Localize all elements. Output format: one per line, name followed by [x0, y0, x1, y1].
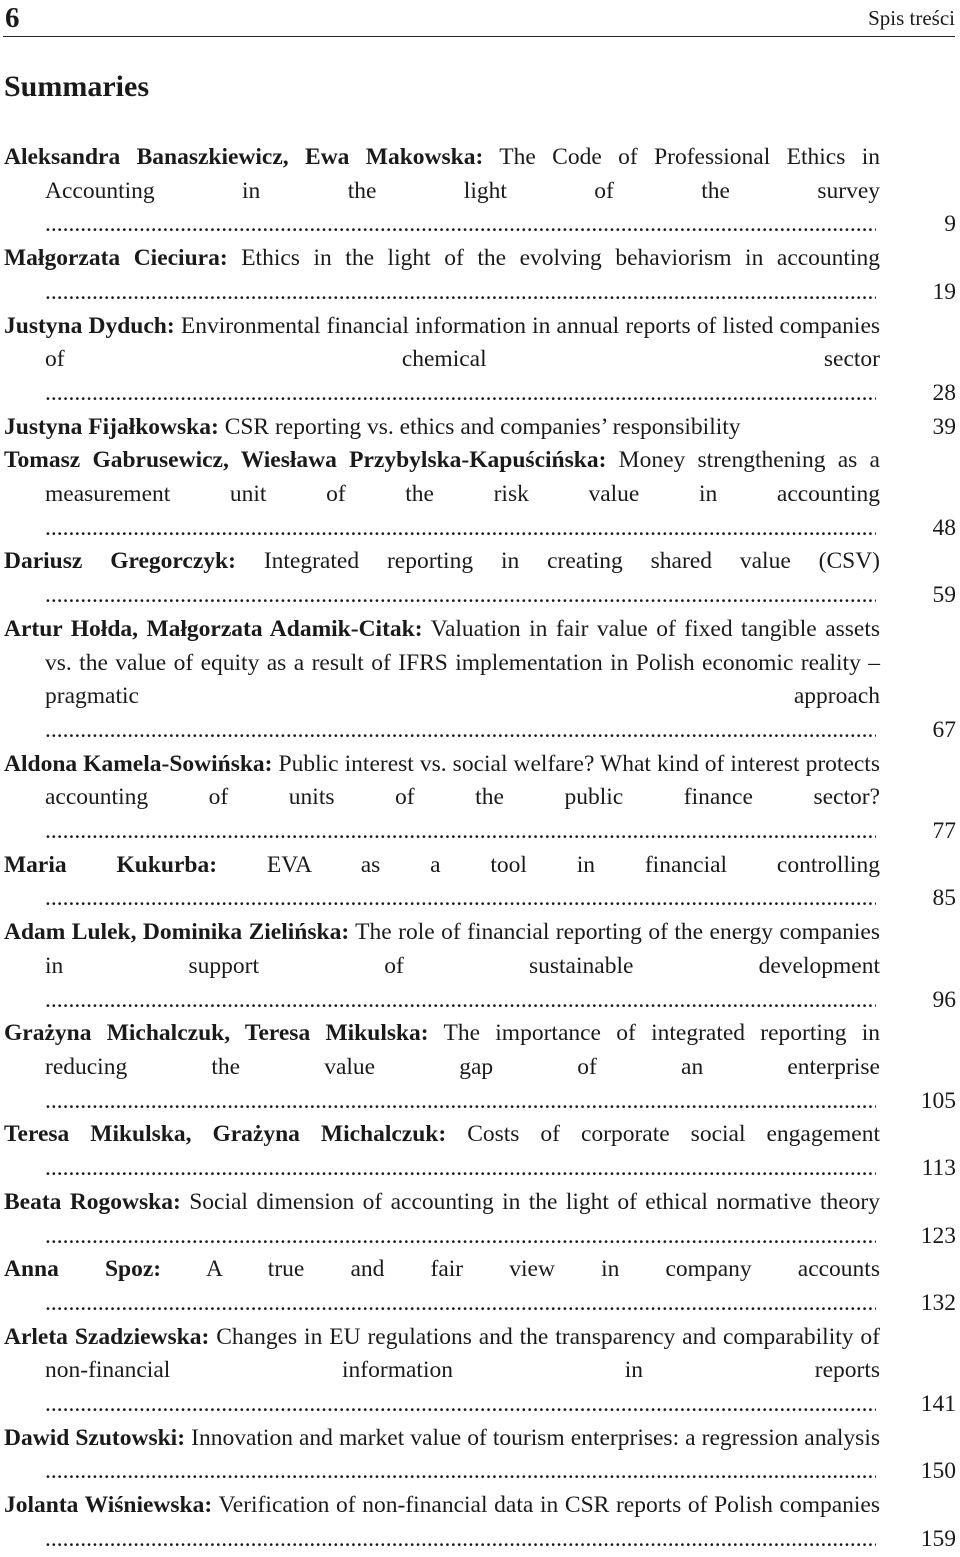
- running-head: Spis treści: [868, 6, 955, 30]
- toc-entry[interactable]: [4, 545, 956, 612]
- toc-entry-authors: Artur Hołda, Małgorzata Adamik-Citak:: [4, 615, 423, 642]
- toc-entry[interactable]: [4, 849, 956, 916]
- toc-entry-authors: Maria Kukurba:: [4, 851, 218, 878]
- dot-leader: [45, 885, 956, 911]
- dot-leader: [45, 582, 956, 608]
- dot-leader: [45, 211, 956, 237]
- dot-leader: [45, 1526, 956, 1552]
- toc-entry-page: 48: [876, 512, 956, 546]
- toc-entry-title: The Code of Professional Ethics in Accounting in the light of the survey: [45, 144, 881, 204]
- table-of-contents: [4, 141, 956, 1557]
- toc-entry-title: The importance of integrated reporting in reducing the value gap of an enterprise: [45, 1020, 880, 1080]
- toc-entry-authors: Dariusz Gregorczyk:: [4, 548, 236, 575]
- toc-entry-authors: Tomasz Gabrusewicz, Wiesława Przybylska-Kapuścińska:: [4, 447, 607, 474]
- toc-entry-title: Verification of non-financial data in CSR reports of Polish companies: [218, 1492, 881, 1519]
- toc-entry-title: Social dimension of accounting in the light of ethical normative theory: [189, 1188, 880, 1215]
- toc-entry-page: 59: [876, 579, 956, 613]
- toc-entry-title: Ethics in the light of the evolving behaviorism in accounting: [241, 245, 880, 272]
- toc-entry[interactable]: [4, 916, 956, 1017]
- toc-entry-authors: Adam Lulek, Dominika Zielińska:: [4, 919, 350, 946]
- toc-entry[interactable]: [4, 1253, 956, 1320]
- dot-leader: [45, 818, 956, 844]
- toc-entry-page: 77: [876, 815, 956, 849]
- dot-leader: [45, 279, 956, 305]
- toc-entry-authors: Dawid Szutowski:: [4, 1424, 186, 1451]
- toc-entry-page: 19: [876, 276, 956, 310]
- toc-entry-title: Changes in EU regulations and the transparency and comparability of non-financial information in reports: [45, 1323, 880, 1384]
- toc-entry[interactable]: [4, 444, 956, 545]
- toc-entry-title: Costs of corporate social engagement: [467, 1121, 881, 1148]
- toc-entry-page: 132: [876, 1287, 956, 1321]
- toc-entry-page: 85: [876, 882, 956, 916]
- toc-entry-title: Innovation and market value of tourism enterprises: a regression analysis: [191, 1424, 881, 1451]
- toc-entry-title: CSR reporting vs. ethics and companies’ responsibility: [224, 413, 741, 440]
- toc-entry[interactable]: [4, 242, 956, 309]
- section-title: Summaries: [4, 70, 149, 103]
- dot-leader: [45, 987, 956, 1013]
- dot-leader: [45, 1391, 956, 1417]
- toc-entry-page: 150: [876, 1455, 956, 1489]
- toc-entry-page: 113: [876, 1152, 956, 1186]
- toc-entry[interactable]: [4, 1321, 956, 1422]
- toc-entry-page: 105: [876, 1085, 956, 1119]
- toc-entry-page: 159: [876, 1523, 956, 1557]
- toc-entry-authors: Anna Spoz:: [4, 1256, 162, 1283]
- toc-entry[interactable]: [4, 1186, 956, 1253]
- dot-leader: [45, 380, 956, 406]
- toc-entry-page: 67: [876, 714, 956, 748]
- toc-entry[interactable]: [4, 613, 956, 748]
- dot-leader: [45, 1223, 956, 1249]
- toc-entry-authors: Teresa Mikulska, Grażyna Michalczuk:: [4, 1121, 447, 1148]
- dot-leader: [45, 1290, 956, 1316]
- toc-entry-title: Money strengthening as a measurement unit of the risk value in accounting: [45, 447, 880, 508]
- toc-entry-title: Valuation in fair value of fixed tangible assets vs. the value of equity as a result of IFRS implementation in Polish economic reality – pragmatic approach: [45, 615, 881, 710]
- dot-leader: [45, 515, 956, 541]
- dot-leader: [45, 717, 956, 743]
- toc-entry-page: 96: [876, 984, 956, 1018]
- toc-entry-page: 39: [876, 411, 956, 445]
- toc-entry-title: EVA as a tool in financial controlling: [266, 851, 881, 878]
- toc-entry-authors: Grażyna Michalczuk, Teresa Mikulska:: [4, 1020, 429, 1047]
- toc-entry-title: Public interest vs. social welfare? What kind of interest protects accounting of units of the public finance sector?: [45, 750, 880, 811]
- dot-leader: [45, 1155, 956, 1181]
- toc-entry-title: Integrated reporting in creating shared value (CSV): [263, 548, 880, 575]
- page-header: [3, 0, 955, 37]
- toc-entry[interactable]: [4, 1118, 956, 1185]
- dot-leader: [45, 1088, 956, 1114]
- toc-entry-title: The role of financial reporting of the energy companies in support of sustainable development: [45, 919, 880, 979]
- toc-entry-page: 141: [876, 1388, 956, 1422]
- toc-entry[interactable]: [4, 411, 956, 445]
- toc-entry-authors: Arleta Szadziewska:: [4, 1323, 210, 1350]
- toc-entry-page: 123: [876, 1220, 956, 1254]
- toc-entry-authors: Jolanta Wiśniewska:: [4, 1492, 213, 1519]
- toc-entry-page: 28: [876, 377, 956, 411]
- toc-entry[interactable]: [4, 1489, 956, 1556]
- toc-entry-title: Environmental financial information in annual reports of listed companies of chemical sector: [45, 312, 881, 373]
- toc-entry[interactable]: [4, 310, 956, 411]
- toc-entry-authors: Małgorzata Cieciura:: [4, 245, 228, 272]
- toc-entry-authors: Aldona Kamela-Sowińska:: [4, 750, 273, 777]
- toc-entry[interactable]: [4, 1422, 956, 1489]
- toc-entry[interactable]: [4, 141, 956, 242]
- toc-entry-page: 9: [876, 208, 956, 242]
- toc-entry-authors: Justyna Dyduch:: [4, 312, 175, 339]
- toc-entry[interactable]: [4, 748, 956, 849]
- toc-entry-authors: Justyna Fijałkowska:: [4, 413, 219, 440]
- page-number: 6: [5, 2, 20, 34]
- dot-leader: [45, 1458, 956, 1484]
- toc-entry-authors: Aleksandra Banaszkiewicz, Ewa Makowska:: [4, 144, 484, 170]
- toc-entry-authors: Beata Rogowska:: [4, 1188, 181, 1215]
- toc-entry[interactable]: [4, 1017, 956, 1118]
- toc-entry-title: A true and fair view in company accounts: [205, 1256, 880, 1283]
